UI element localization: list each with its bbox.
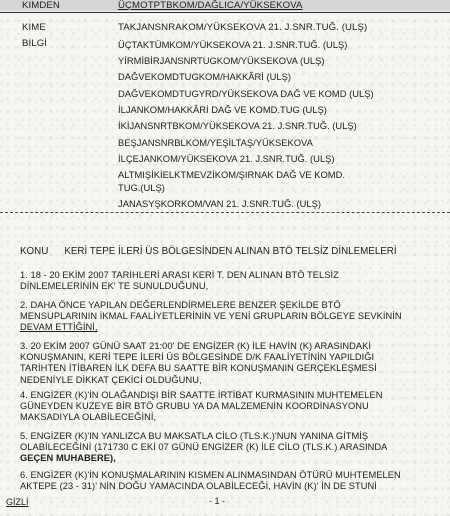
paragraph-line: KONUŞMANIN, KERİ TEPE İLERİ ÜS BÖLGESİNDE D/K FAALİYETİNİN YAPILDIĞI	[20, 352, 375, 363]
paragraph-line: DİNLEMELERİNİN EK' TE SUNULDUĞUNU,	[20, 281, 209, 292]
konu-text: KERİ TEPE İLERİ ÜS BÖLGESİNDEN ALINAN BTÖ TELSİZ DİNLEMELERİ	[64, 246, 397, 257]
bilgi-item: TUG.(ULŞ)	[118, 182, 165, 193]
bilgi-item: YİRMİBİRJANSNRTUGKOM/YÜKSEKOVA (ULŞ)	[118, 55, 325, 66]
kime-label: KIME	[22, 22, 46, 33]
kimden-value: ÜÇMOTPTBKOM/DAĞLICA/YÜKSEKOVA	[118, 0, 303, 11]
bilgi-item: İLJANKOM/HAKKÂRİ DAĞ VE KOMD.TUG (ULŞ)	[118, 104, 327, 115]
paragraph-5	[20, 431, 438, 465]
bilgi-label: BILGİ	[22, 38, 48, 49]
paragraph-line: MAKSADIYLA OLABİLECEĞİNİ,	[20, 412, 157, 423]
paragraph-2	[20, 300, 438, 334]
paragraph-line: OLABİLECEĞİNİ (171730 C EKİ 07 GÜNÜ ENGİZER (K) İLE CİLO (TLS.K.) ARASINDA	[20, 442, 388, 453]
bilgi-item: JANASYŞKORKOM/VAN 21. J.SNR.TUĞ. (ULŞ)	[118, 198, 321, 209]
bilgi-item: DAĞVEKOMDTUGYRD/YÜKSEKOVA DAĞ VE KOMD (ULŞ)	[118, 88, 374, 99]
paragraph-1	[20, 270, 438, 292]
paragraph-line: 5. ENGİZER (K)'IN YANLIZCA BU MAKSATLA CİLO (TLS.K.)'NUN YANINA GİTMİŞ	[20, 431, 369, 441]
bilgi-item: BEŞJANSNRBLKOM/YEŞİLTAŞ/YÜKSEKOVA	[118, 137, 313, 148]
paragraph-3	[20, 341, 438, 386]
paragraph-line: AKTEPE (23 - 31)' NİN DOĞU YAMACINDA OLABİLECEĞİ, HAVİN (K)' İN DE STUNİ	[20, 481, 377, 492]
paragraph-line: 3. 20 EKİM 2007 GÜNÜ SAAT 21:00' DE ENGİZER (K) İLE HAVİN (K) ARASINDAKİ	[20, 341, 372, 351]
paragraph-line: 1. 18 - 20 EKİM 2007 TARİHLERİ ARASI KERİ T. DEN ALINAN BTÖ TELSİZ	[20, 270, 339, 280]
paragraph-4	[20, 390, 438, 424]
paragraph-6	[20, 470, 438, 492]
bilgi-item: İLÇEJANKOM/YÜKSEKOVA 21. J.SNR.TUĞ. (ULŞ)	[118, 153, 335, 164]
paragraph-line: 2. DAHA ÖNCE YAPILAN DEĞERLENDİRMELERE BENZER ŞEKİLDE BTÖ	[20, 300, 341, 310]
kimden-label: KIMDEN	[22, 0, 60, 11]
paragraph-line: GÜNEYDEN KUZEYE BİR BTÖ GRUBU YA DA MALZEMENİN KOORDİNASYONU	[20, 401, 369, 412]
paragraph-line: 6. ENGİZER (K)'İN KONUŞMALARININ KISMEN ALINMASINDAN ÖTÜRÜ MUHTEMELEN	[20, 470, 401, 480]
bilgi-item: ÜÇTAKTÜMKOM/YÜKSEKOVA 21. J.SNR.TUĞ. (ULŞ)	[118, 39, 348, 50]
konu-label: KONU	[20, 246, 49, 257]
paragraph-line: DEVAM ETTİĞİNİ,	[20, 322, 98, 333]
kime-value: TAKJANSNRAKOM/YÜKSEKOVA 21. J.SNR.TUĞ. (ULŞ)	[118, 22, 368, 33]
paragraph-line: NEDENİYLE DİKKAT ÇEKİCİ OLDUĞUNU,	[20, 374, 202, 385]
bilgi-item: DAĞVEKOMDTUGKOM/HAKKÂRİ (ULŞ)	[118, 71, 291, 82]
rule-dashed	[0, 212, 450, 213]
bilgi-item: ALTMIŞİKİELKTMEVZİKOM/ŞIRNAK DAĞ VE KOMD.	[118, 169, 345, 180]
paragraph-line: MENSUPLARININ İKMAL FAALİYETLERİNİN VE YENİ GRUPLARIN BÖLGEYE SEVKİNİN	[20, 311, 402, 322]
paragraph-line: GEÇEN MUHABERE),	[20, 453, 116, 464]
rule-top	[0, 12, 450, 13]
konu-row	[20, 246, 397, 257]
paragraph-line: TARİHTEN İTİBAREN İLK DEFA BU SAATTE BİR KONUŞMANIN GERÇEKLEŞMESİ	[20, 363, 377, 374]
paragraph-line: 4. ENGİZER (K)'İN OLAĞANDIŞI BİR SAATTE İRTİBAT KURMASININ MUHTEMELEN	[20, 390, 383, 400]
bilgi-item: İKİJANSNRTBKOM/YÜKSEKOVA 21. J.SNR.TUĞ. (ULŞ)	[118, 120, 357, 131]
page-number: - 1 -	[209, 496, 226, 506]
classification-stamp: GİZLİ	[6, 497, 29, 507]
